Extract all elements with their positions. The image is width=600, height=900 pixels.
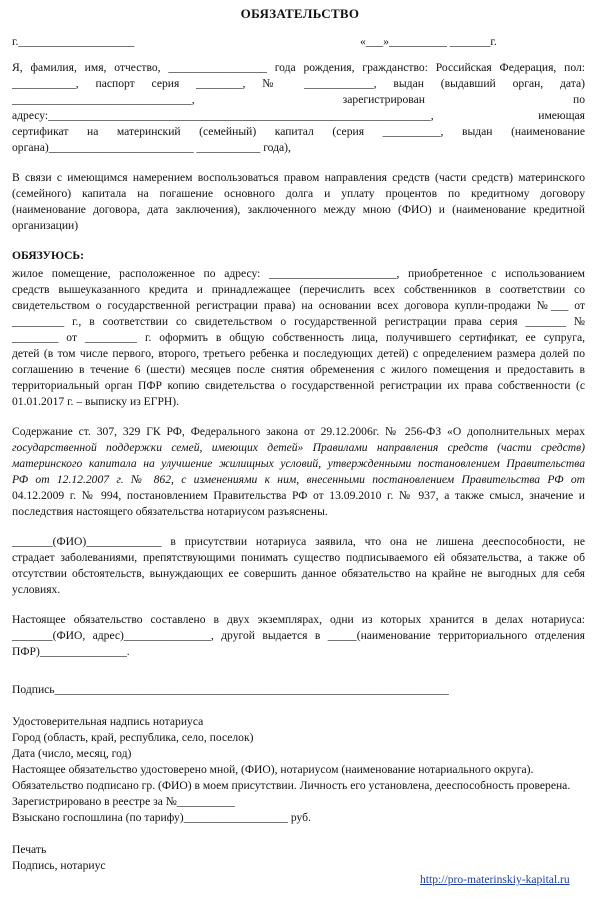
line-7: В связи с имеющимся намерением воспользоваться правом направления средств (части средств) материнского bbox=[12, 171, 585, 184]
line-9: (наименование договора, дата заключения), заключенного между мною (ФИО) и (наименование кредитной bbox=[12, 203, 585, 216]
line-13: средств вышеуказанного кредита и принадлежащее (перечислить всех собственников в соответствии со bbox=[12, 283, 585, 296]
notary-date: Дата (число, месяц, год) bbox=[12, 747, 132, 760]
header-city: г.____________________ bbox=[12, 35, 135, 48]
notary-signed: Обязательство подписано гр. (ФИО) в моем присутствии. Личность его установлена, дееспособность проверена. bbox=[12, 779, 571, 792]
notary-fee: Взыскано госпошлина (по тарифу)__________________ руб. bbox=[12, 811, 311, 824]
line-20: 01.01.2017 г. – выписку из ЕГРН). bbox=[12, 395, 180, 408]
line-4: адресу:__________________________________________________________________, имеющая bbox=[12, 109, 585, 122]
line-25: 04.12.2009 г. № 994, постановлением Правительства РФ от 13.09.2010 г. № 937, а также смысл, значение и bbox=[12, 489, 585, 502]
line-6: органа)_________________________ ___________ года), bbox=[12, 141, 291, 154]
line-2: ___________, паспорт серия ________, № ____________, выдан (выдавший орган, дата) bbox=[12, 77, 585, 90]
watermark-link[interactable]: http://pro-materinskiy-kapital.ru bbox=[420, 873, 570, 886]
line-16: ________ от _________ г. оформить в общую собственность лица, получившего сертификат, ее супруга, bbox=[12, 331, 585, 344]
notary-registry: Зарегистрировано в реестре за №__________ bbox=[12, 795, 235, 808]
header-date: «___»__________ _______г. bbox=[360, 35, 497, 48]
line-30: условиях. bbox=[12, 583, 61, 596]
line-1: Я, фамилия, имя, отчество, _________________ года рождения, гражданство: Российская Федерация, пол: bbox=[12, 61, 585, 74]
line-15: _________ г., в соответствии со свидетельством о государственной регистрации права серия _______ № bbox=[12, 315, 585, 328]
line-8: (семейного) капитала на погашение основного долга и уплату процентов по кредитному договору bbox=[12, 187, 585, 200]
line-24: РФ от 12.12.2007 г. № 862, с изменениями к ним, внесенными постановлением Правительства РФ от bbox=[12, 473, 585, 486]
line-17: детей (в том числе первого, второго, третьего ребенка и последующих детей) с определением размера долей по bbox=[12, 347, 585, 360]
line-26: последствия настоящего обязательства нотариусом разъяснены. bbox=[12, 505, 328, 518]
line-32: _______(ФИО, адрес)_______________, другой выдается в _____(наименование территориального отделения bbox=[12, 629, 585, 642]
stamp-label: Печать bbox=[12, 843, 47, 856]
line-28: страдает заболеваниями, препятствующими понимать существо подписываемого ей обязательства, а также об bbox=[12, 551, 585, 564]
line-19: территориальный орган ПФР копию свидетельства о государственной регистрации их права собственности (с bbox=[12, 379, 585, 392]
line-22: государственной поддержки семей, имеющих детей» Правилами направления средств (части средств) bbox=[12, 441, 585, 454]
notary-certified: Настоящее обязательство удостоверено мной, (ФИО), нотариусом (наименование нотариального округа). bbox=[12, 763, 534, 776]
line-18: соглашению в течение 6 (шести) месяцев после снятия обременения с жилого помещения и предоставить в bbox=[12, 363, 585, 376]
line-3: _______________________________, зарегистрирован по bbox=[12, 93, 585, 106]
document-title: ОБЯЗАТЕЛЬСТВО bbox=[240, 6, 360, 21]
line-27: _______(ФИО)_____________ в присутствии нотариуса заявила, что она не лишена дееспособности, не bbox=[12, 535, 585, 548]
line-33: ПФР)_______________. bbox=[12, 645, 130, 658]
line-31: Настоящее обязательство составлено в двух экземплярах, одни из которых хранится в делах нотариуса: bbox=[12, 613, 585, 626]
line-5: сертификат на материнский (семейный) капитал (серия __________, выдан (наименование bbox=[12, 125, 585, 138]
notary-heading: Удостоверительная надпись нотариуса bbox=[12, 715, 204, 728]
notary-signature-label: Подпись, нотариус bbox=[12, 859, 106, 872]
signature-line: Подпись____________________________________________________________________ bbox=[12, 683, 449, 696]
line-10: организации) bbox=[12, 219, 79, 232]
line-29: отсутствии обстоятельств, вынуждающих ее совершить данное обязательство на крайне не выгодных для себя bbox=[12, 567, 585, 580]
line-14: свидетельством о государственной регистрации права) на основании всех договора купли-продажи №___ от bbox=[12, 299, 585, 312]
line-12: жилое помещение, расположенное по адресу: ______________________, приобретенное с использованием bbox=[12, 267, 585, 280]
notary-city: Город (область, край, республика, село, поселок) bbox=[12, 731, 254, 744]
line-23: материнского капитала на улучшение жилищных условий, утвержденными постановлением Правительства bbox=[12, 457, 585, 470]
obligation-heading: ОБЯЗУЮСЬ: bbox=[12, 249, 84, 262]
line-21: Содержание ст. 307, 329 ГК РФ, Федерального закона от 29.12.2006г. № 256-ФЗ «О дополнительных мерах bbox=[12, 425, 585, 438]
